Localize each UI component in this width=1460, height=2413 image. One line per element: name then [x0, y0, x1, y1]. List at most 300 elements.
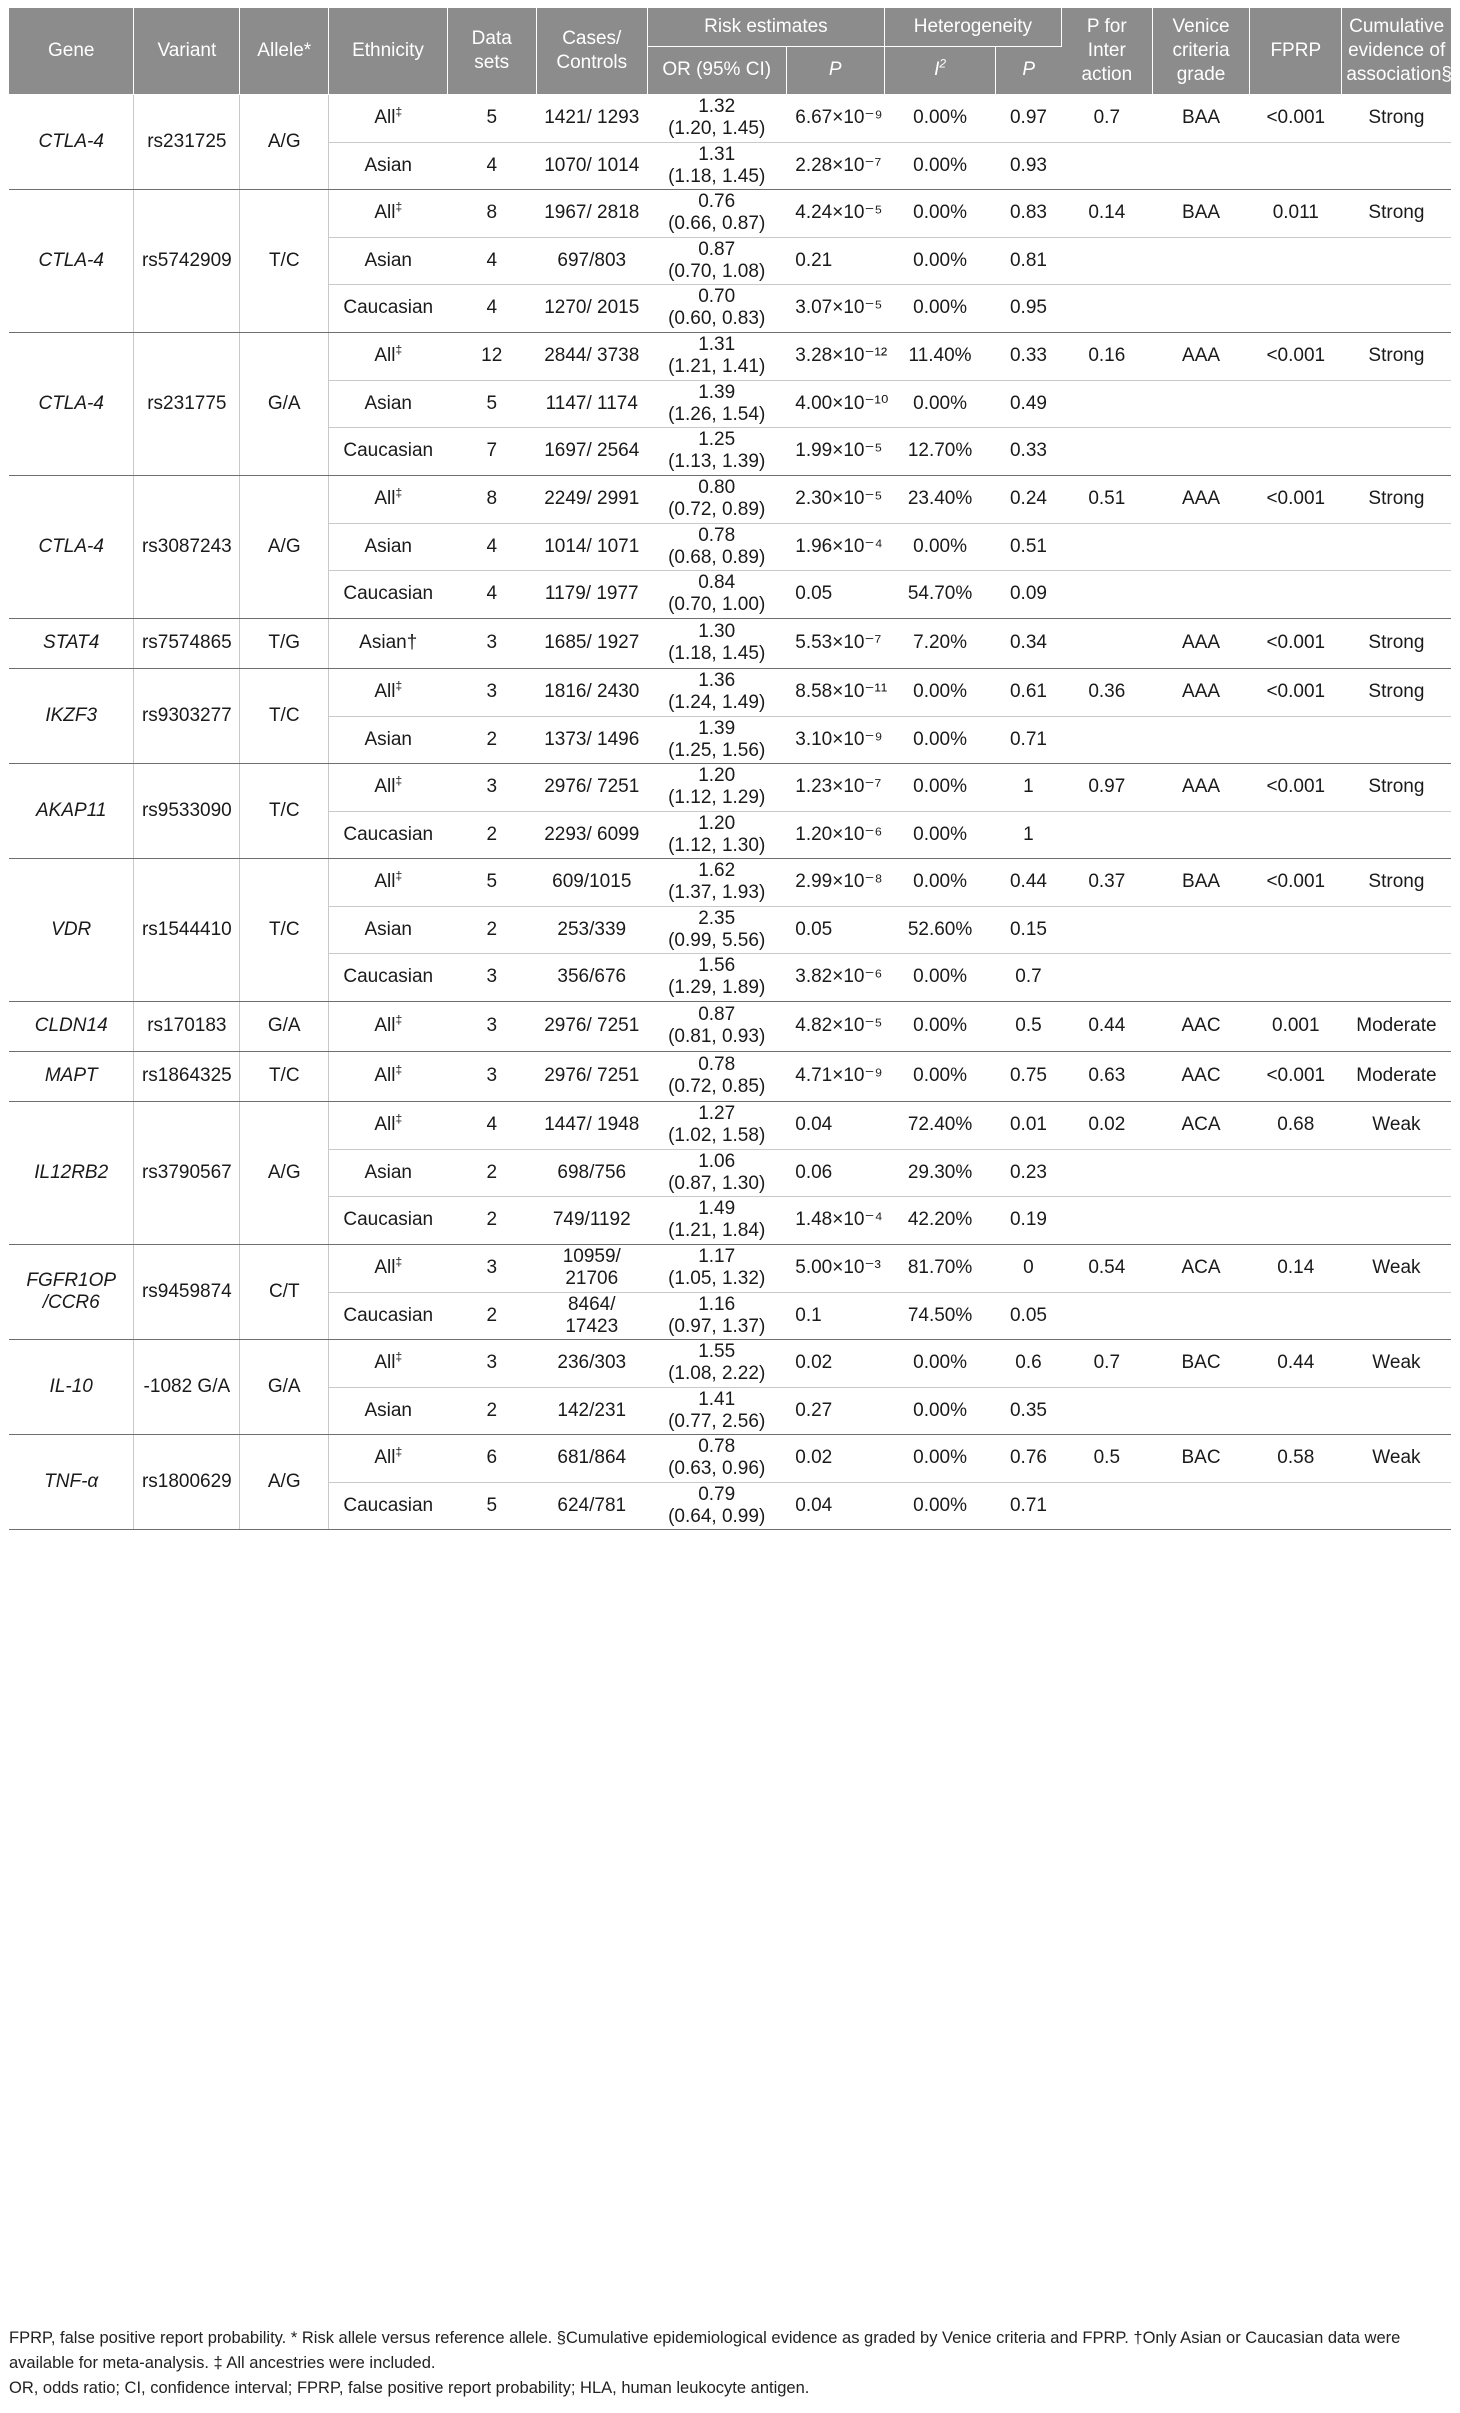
odds-ratio: 1.55 — [698, 1341, 736, 1362]
p-het-cell: 0.97 — [996, 94, 1062, 142]
cases-controls-cell: 1685/ 1927 — [536, 618, 647, 668]
ethnicity-label: All — [374, 1257, 396, 1278]
i2-cell: 52.60% — [884, 906, 995, 953]
or-ci-cell — [647, 1001, 786, 1051]
ethnicity-cell — [329, 427, 448, 475]
data-sets-cell: 2 — [447, 811, 536, 858]
table-row — [9, 763, 1451, 811]
p-het-cell: 0.6 — [996, 1339, 1062, 1387]
cases-controls-cell: 681/864 — [536, 1434, 647, 1482]
table-row — [9, 1339, 1451, 1387]
ethnicity-label: Asian — [364, 392, 412, 414]
confidence-interval: (0.68, 0.89) — [668, 546, 766, 568]
ethnicity-cell — [329, 668, 448, 716]
venice-grade-cell: BAA — [1152, 94, 1249, 142]
p-het-cell: 0.44 — [996, 858, 1062, 906]
data-sets-cell: 4 — [447, 284, 536, 332]
venice-grade-cell: BAA — [1152, 189, 1249, 237]
confidence-interval: (0.60, 0.83) — [668, 308, 766, 329]
allele-cell: A/G — [240, 1101, 329, 1244]
gene-cell: CTLA-4 — [9, 475, 134, 618]
or-ci-cell — [647, 1101, 786, 1149]
p-interaction-cell: 0.7 — [1061, 1339, 1152, 1387]
p-interaction-cell — [1061, 906, 1152, 953]
i2-cell: 0.00% — [884, 1001, 995, 1051]
p-interaction-cell — [1061, 1292, 1152, 1339]
odds-ratio: 1.62 — [698, 860, 736, 881]
ethnicity-label: Caucasian — [343, 297, 434, 318]
cases-controls-cell: 698/756 — [536, 1149, 647, 1196]
data-sets-cell: 2 — [447, 716, 536, 763]
table-row — [9, 858, 1451, 906]
venice-grade-cell: BAC — [1152, 1339, 1249, 1387]
i2-cell: 0.00% — [884, 284, 995, 332]
ethnicity-label: Asian† — [359, 632, 418, 653]
i2-cell: 0.00% — [884, 1339, 995, 1387]
fprp-cell: <0.001 — [1250, 668, 1342, 716]
p-het-cell: 0.33 — [996, 427, 1062, 475]
header-p: P — [786, 46, 884, 94]
p-value: 2.99×10⁻⁸ — [795, 871, 883, 892]
odds-ratio: 1.31 — [698, 334, 736, 355]
footnote-line-2: OR, odds ratio; CI, confidence interval; FPRP, false positive report probability; HLA, human leukocyte antigen. — [9, 2379, 810, 2397]
fprp-cell — [1250, 716, 1342, 763]
p-value-cell — [786, 523, 884, 570]
odds-ratio: 1.06 — [698, 1150, 736, 1172]
or-ci-cell — [647, 570, 786, 618]
ethnicity-footnote-mark: ‡ — [395, 868, 403, 883]
p-value-cell — [786, 906, 884, 953]
ethnicity-label: All — [374, 681, 396, 702]
data-sets-cell: 2 — [447, 1387, 536, 1434]
p-het-cell: 0.75 — [996, 1051, 1062, 1101]
p-interaction-cell — [1061, 1196, 1152, 1244]
p-het-cell: 0.71 — [996, 716, 1062, 763]
p-het-cell: 0.23 — [996, 1149, 1062, 1196]
cases-controls-cell: 2844/ 3738 — [536, 332, 647, 380]
header-or-ci: OR (95% CI) — [647, 46, 786, 94]
fprp-cell — [1250, 523, 1342, 570]
p-value: 4.00×10⁻¹⁰ — [795, 392, 889, 414]
i2-cell: 0.00% — [884, 668, 995, 716]
p-interaction-cell — [1061, 523, 1152, 570]
ethnicity-cell — [329, 811, 448, 858]
fprp-cell — [1250, 1196, 1342, 1244]
ethnicity-cell — [329, 523, 448, 570]
odds-ratio: 1.17 — [698, 1246, 736, 1267]
cases-controls-cell: 697/803 — [536, 237, 647, 284]
i2-cell: 0.00% — [884, 811, 995, 858]
odds-ratio: 1.32 — [698, 96, 736, 117]
p-het-cell: 0.95 — [996, 284, 1062, 332]
or-ci-cell — [647, 237, 786, 284]
ethnicity-label: All — [374, 1352, 396, 1373]
p-value-cell — [786, 332, 888, 380]
p-value: 3.82×10⁻⁶ — [795, 966, 883, 987]
venice-grade-cell — [1152, 427, 1249, 475]
evidence-cell — [1342, 1196, 1451, 1244]
allele-cell: T/C — [240, 668, 329, 763]
p-interaction-cell: 0.97 — [1061, 763, 1152, 811]
odds-ratio: 0.78 — [698, 524, 736, 546]
odds-ratio: 0.84 — [698, 572, 736, 593]
p-value: 3.28×10⁻¹² — [795, 345, 888, 366]
p-interaction-cell: 0.54 — [1061, 1244, 1152, 1292]
data-sets-cell: 2 — [447, 1292, 536, 1339]
venice-grade-cell — [1152, 237, 1249, 284]
ethnicity-label: Asian — [364, 728, 412, 750]
or-ci-cell — [647, 1149, 786, 1196]
venice-grade-cell: AAA — [1152, 475, 1249, 523]
p-het-cell: 0.81 — [996, 237, 1062, 284]
or-ci-cell — [647, 94, 786, 142]
data-sets-cell: 4 — [447, 570, 536, 618]
gene-cell: IL-10 — [9, 1339, 134, 1434]
odds-ratio: 1.20 — [698, 765, 736, 786]
header-cumulative: Cumulative evidence of association§ — [1342, 8, 1451, 94]
odds-ratio: 0.80 — [698, 477, 736, 498]
p-value-cell — [786, 237, 884, 284]
i2-cell: 0.00% — [884, 237, 995, 284]
cases-controls-cell: 1270/ 2015 — [536, 284, 647, 332]
confidence-interval: (1.08, 2.22) — [668, 1363, 766, 1384]
header-venice: Venice criteria grade — [1152, 8, 1249, 94]
cases-controls-cell: 1697/ 2564 — [536, 427, 647, 475]
cases-controls-cell: 356/676 — [536, 953, 647, 1001]
p-interaction-cell: 0.02 — [1061, 1101, 1152, 1149]
fprp-cell — [1250, 1482, 1342, 1529]
evidence-cell — [1342, 523, 1451, 570]
variant-cell: rs9459874 — [134, 1244, 240, 1339]
venice-grade-cell: AAA — [1152, 668, 1249, 716]
fprp-cell: 0.68 — [1250, 1101, 1342, 1149]
data-sets-cell: 3 — [447, 1244, 536, 1292]
p-value: 1.99×10⁻⁵ — [795, 440, 883, 461]
venice-grade-cell — [1152, 1196, 1249, 1244]
cases-controls-cell: 2976/ 7251 — [536, 1001, 647, 1051]
table-row — [9, 475, 1451, 523]
p-interaction-cell — [1061, 953, 1152, 1001]
odds-ratio: 2.35 — [698, 907, 736, 929]
p-het-cell: 1 — [996, 811, 1062, 858]
ethnicity-footnote-mark: ‡ — [395, 199, 403, 214]
p-interaction-cell — [1061, 618, 1152, 668]
p-value-cell — [786, 668, 888, 716]
venice-grade-cell — [1152, 523, 1249, 570]
allele-cell: G/A — [240, 1339, 329, 1434]
confidence-interval: (0.77, 2.56) — [668, 1410, 766, 1432]
association-table — [9, 8, 1451, 1530]
confidence-interval: (0.64, 0.99) — [668, 1505, 766, 1527]
cases-controls-cell: 142/231 — [536, 1387, 647, 1434]
i2-cell: 0.00% — [884, 94, 995, 142]
ethnicity-cell — [329, 570, 448, 618]
venice-grade-cell — [1152, 142, 1249, 189]
venice-grade-cell — [1152, 1149, 1249, 1196]
confidence-interval: (1.20, 1.45) — [668, 118, 766, 139]
p-value-cell — [786, 1482, 884, 1529]
venice-grade-cell: AAC — [1152, 1001, 1249, 1051]
p-het-cell: 0.34 — [996, 618, 1062, 668]
p-interaction-cell — [1061, 811, 1152, 858]
p-het-cell: 0.7 — [996, 953, 1062, 1001]
p-value-cell — [786, 1149, 884, 1196]
data-sets-cell: 3 — [447, 1339, 536, 1387]
ethnicity-footnote-mark: ‡ — [395, 104, 403, 119]
p-interaction-cell — [1061, 1387, 1152, 1434]
evidence-cell: Strong — [1342, 332, 1451, 380]
p-value: 1.48×10⁻⁴ — [795, 1209, 883, 1230]
ethnicity-label: Caucasian — [343, 823, 434, 845]
ethnicity-cell — [329, 1292, 448, 1339]
ethnicity-footnote-mark: ‡ — [395, 1111, 403, 1126]
or-ci-cell — [647, 332, 786, 380]
allele-cell: G/A — [240, 332, 329, 475]
p-het-cell: 0.49 — [996, 380, 1062, 427]
or-ci-cell — [647, 763, 786, 811]
fprp-cell — [1250, 380, 1342, 427]
evidence-cell: Moderate — [1342, 1051, 1451, 1101]
evidence-cell: Weak — [1342, 1434, 1451, 1482]
ethnicity-footnote-mark: ‡ — [395, 342, 403, 357]
variant-cell: rs1800629 — [134, 1434, 240, 1529]
ethnicity-label: Caucasian — [343, 1494, 434, 1516]
fprp-cell: 0.001 — [1250, 1001, 1342, 1051]
venice-grade-cell: AAC — [1152, 1051, 1249, 1101]
fprp-cell: 0.14 — [1250, 1244, 1342, 1292]
ethnicity-label: All — [374, 1015, 396, 1036]
variant-cell: rs9303277 — [134, 668, 240, 763]
fprp-cell: <0.001 — [1250, 94, 1342, 142]
data-sets-cell: 6 — [447, 1434, 536, 1482]
p-het-cell: 0.01 — [996, 1101, 1062, 1149]
p-value-cell — [786, 1001, 884, 1051]
p-value: 4.82×10⁻⁵ — [795, 1015, 883, 1036]
odds-ratio: 1.36 — [698, 670, 736, 691]
data-sets-cell: 5 — [447, 94, 536, 142]
ethnicity-footnote-mark: ‡ — [395, 773, 403, 788]
p-interaction-cell: 0.7 — [1061, 94, 1152, 142]
evidence-cell: Strong — [1342, 668, 1451, 716]
table-row — [9, 94, 1451, 142]
fprp-cell: 0.44 — [1250, 1339, 1342, 1387]
evidence-cell: Strong — [1342, 858, 1451, 906]
evidence-cell: Strong — [1342, 763, 1451, 811]
evidence-cell — [1342, 1292, 1451, 1339]
p-interaction-cell — [1061, 570, 1152, 618]
cases-controls-cell: 1147/ 1174 — [536, 380, 647, 427]
cases-controls-cell: 1014/ 1071 — [536, 523, 647, 570]
data-sets-cell: 7 — [447, 427, 536, 475]
footnotes — [9, 2326, 1451, 2401]
i2-cell: 29.30% — [884, 1149, 995, 1196]
table-row — [9, 1101, 1451, 1149]
ethnicity-label: All — [374, 345, 396, 366]
p-value-cell — [786, 1101, 884, 1149]
or-ci-cell — [647, 1434, 786, 1482]
i2-cell: 0.00% — [884, 763, 995, 811]
p-value-cell — [786, 1051, 884, 1101]
evidence-cell: Moderate — [1342, 1001, 1451, 1051]
p-het-cell: 0.19 — [996, 1196, 1062, 1244]
table-row — [9, 1434, 1451, 1482]
p-het-cell: 0.15 — [996, 906, 1062, 953]
allele-cell: T/C — [240, 858, 329, 1001]
venice-grade-cell: AAA — [1152, 763, 1249, 811]
p-value: 8.58×10⁻¹¹ — [795, 681, 888, 702]
fprp-cell — [1250, 906, 1342, 953]
p-interaction-cell — [1061, 380, 1152, 427]
p-het-cell: 0 — [996, 1244, 1062, 1292]
p-value: 0.05 — [795, 583, 833, 604]
confidence-interval: (1.13, 1.39) — [668, 451, 766, 472]
confidence-interval: (1.18, 1.45) — [668, 643, 766, 664]
odds-ratio: 0.87 — [698, 238, 736, 260]
odds-ratio: 0.87 — [698, 1004, 736, 1025]
cases-controls-cell: 8464/ 17423 — [536, 1292, 647, 1339]
data-sets-cell: 2 — [447, 1149, 536, 1196]
p-value: 0.21 — [795, 249, 833, 271]
ethnicity-label: Caucasian — [343, 440, 434, 461]
variant-cell: -1082 G/A — [134, 1339, 240, 1434]
fprp-cell: <0.001 — [1250, 475, 1342, 523]
ethnicity-cell — [329, 1101, 448, 1149]
p-value: 3.10×10⁻⁹ — [795, 728, 883, 750]
ethnicity-cell — [329, 284, 448, 332]
ethnicity-label: Asian — [364, 249, 412, 271]
venice-grade-cell — [1152, 953, 1249, 1001]
evidence-cell — [1342, 570, 1451, 618]
ethnicity-footnote-mark: ‡ — [395, 1444, 403, 1459]
evidence-cell: Weak — [1342, 1101, 1451, 1149]
p-value: 3.07×10⁻⁵ — [795, 297, 883, 318]
p-interaction-cell — [1061, 1149, 1152, 1196]
or-ci-cell — [647, 811, 786, 858]
ethnicity-cell — [329, 858, 448, 906]
p-value: 6.67×10⁻⁹ — [795, 107, 883, 128]
venice-grade-cell — [1152, 811, 1249, 858]
ethnicity-label: Asian — [364, 918, 412, 940]
odds-ratio: 1.16 — [698, 1293, 736, 1315]
ethnicity-label: Asian — [364, 535, 412, 557]
evidence-cell — [1342, 284, 1451, 332]
data-sets-cell: 3 — [447, 763, 536, 811]
cases-controls-cell: 10959/ 21706 — [536, 1244, 647, 1292]
p-value: 0.1 — [795, 1304, 822, 1326]
header-allele: Allele* — [240, 8, 329, 94]
odds-ratio: 0.78 — [698, 1054, 736, 1075]
ethnicity-cell — [329, 1051, 448, 1101]
confidence-interval: (1.12, 1.30) — [668, 834, 766, 856]
evidence-cell — [1342, 1149, 1451, 1196]
p-interaction-cell — [1061, 142, 1152, 189]
fprp-cell — [1250, 811, 1342, 858]
p-interaction-cell — [1061, 237, 1152, 284]
or-ci-cell — [647, 716, 786, 763]
evidence-cell — [1342, 811, 1451, 858]
evidence-cell — [1342, 237, 1451, 284]
or-ci-cell — [647, 1292, 786, 1339]
allele-cell: A/G — [240, 94, 329, 189]
confidence-interval: (0.87, 1.30) — [668, 1172, 766, 1194]
or-ci-cell — [647, 475, 786, 523]
cases-controls-cell: 624/781 — [536, 1482, 647, 1529]
table-row — [9, 1001, 1451, 1051]
p-het-cell: 1 — [996, 763, 1062, 811]
p-interaction-cell: 0.51 — [1061, 475, 1152, 523]
confidence-interval: (1.05, 1.32) — [668, 1268, 766, 1289]
i2-cell: 0.00% — [884, 142, 995, 189]
or-ci-cell — [647, 953, 786, 1001]
gene-cell: MAPT — [9, 1051, 134, 1101]
gene-cell: FGFR1OP /CCR6 — [9, 1244, 134, 1339]
gene-cell: AKAP11 — [9, 763, 134, 858]
p-interaction-cell: 0.36 — [1061, 668, 1152, 716]
fprp-cell: <0.001 — [1250, 332, 1342, 380]
fprp-cell — [1250, 1387, 1342, 1434]
p-het-cell: 0.83 — [996, 189, 1062, 237]
confidence-interval: (1.26, 1.54) — [668, 403, 766, 425]
data-sets-cell: 12 — [447, 332, 536, 380]
evidence-cell: Strong — [1342, 94, 1451, 142]
p-value-cell — [786, 427, 884, 475]
odds-ratio: 1.41 — [698, 1388, 736, 1410]
cases-controls-cell: 1447/ 1948 — [536, 1101, 647, 1149]
p-value-cell — [786, 953, 884, 1001]
ethnicity-footnote-mark: ‡ — [395, 1062, 403, 1077]
ethnicity-label: Caucasian — [343, 966, 434, 987]
ethnicity-cell — [329, 1244, 448, 1292]
venice-grade-cell — [1152, 1482, 1249, 1529]
cases-controls-cell: 609/1015 — [536, 858, 647, 906]
data-sets-cell: 3 — [447, 1051, 536, 1101]
cases-controls-cell: 2249/ 2991 — [536, 475, 647, 523]
header-fprp: FPRP — [1250, 8, 1342, 94]
cases-controls-cell: 1967/ 2818 — [536, 189, 647, 237]
venice-grade-cell: BAC — [1152, 1434, 1249, 1482]
evidence-cell — [1342, 906, 1451, 953]
header-p-het: P — [996, 46, 1062, 94]
confidence-interval: (0.66, 0.87) — [668, 213, 766, 234]
or-ci-cell — [647, 284, 786, 332]
p-value: 5.00×10⁻³ — [795, 1257, 881, 1278]
ethnicity-cell — [329, 1339, 448, 1387]
ethnicity-cell — [329, 1434, 448, 1482]
fprp-cell: <0.001 — [1250, 1051, 1342, 1101]
p-value-cell — [786, 94, 884, 142]
gene-cell: TNF-α — [9, 1434, 134, 1529]
allele-cell: A/G — [240, 1434, 329, 1529]
evidence-cell — [1342, 1482, 1451, 1529]
confidence-interval: (1.29, 1.89) — [668, 977, 766, 998]
variant-cell: rs1544410 — [134, 858, 240, 1001]
i2-cell: 0.00% — [884, 716, 995, 763]
variant-cell: rs231775 — [134, 332, 240, 475]
ethnicity-label: All — [374, 1447, 396, 1468]
p-value-cell — [786, 475, 884, 523]
odds-ratio: 1.20 — [698, 812, 736, 834]
or-ci-cell — [647, 1482, 786, 1529]
fprp-cell — [1250, 427, 1342, 475]
or-ci-cell — [647, 523, 786, 570]
ethnicity-label: Caucasian — [343, 1304, 434, 1326]
i2-cell: 0.00% — [884, 1482, 995, 1529]
i2-cell: 42.20% — [884, 1196, 995, 1244]
table-body — [9, 94, 1451, 1529]
cases-controls-cell: 236/303 — [536, 1339, 647, 1387]
p-het-cell: 0.05 — [996, 1292, 1062, 1339]
i2-cell: 7.20% — [884, 618, 995, 668]
